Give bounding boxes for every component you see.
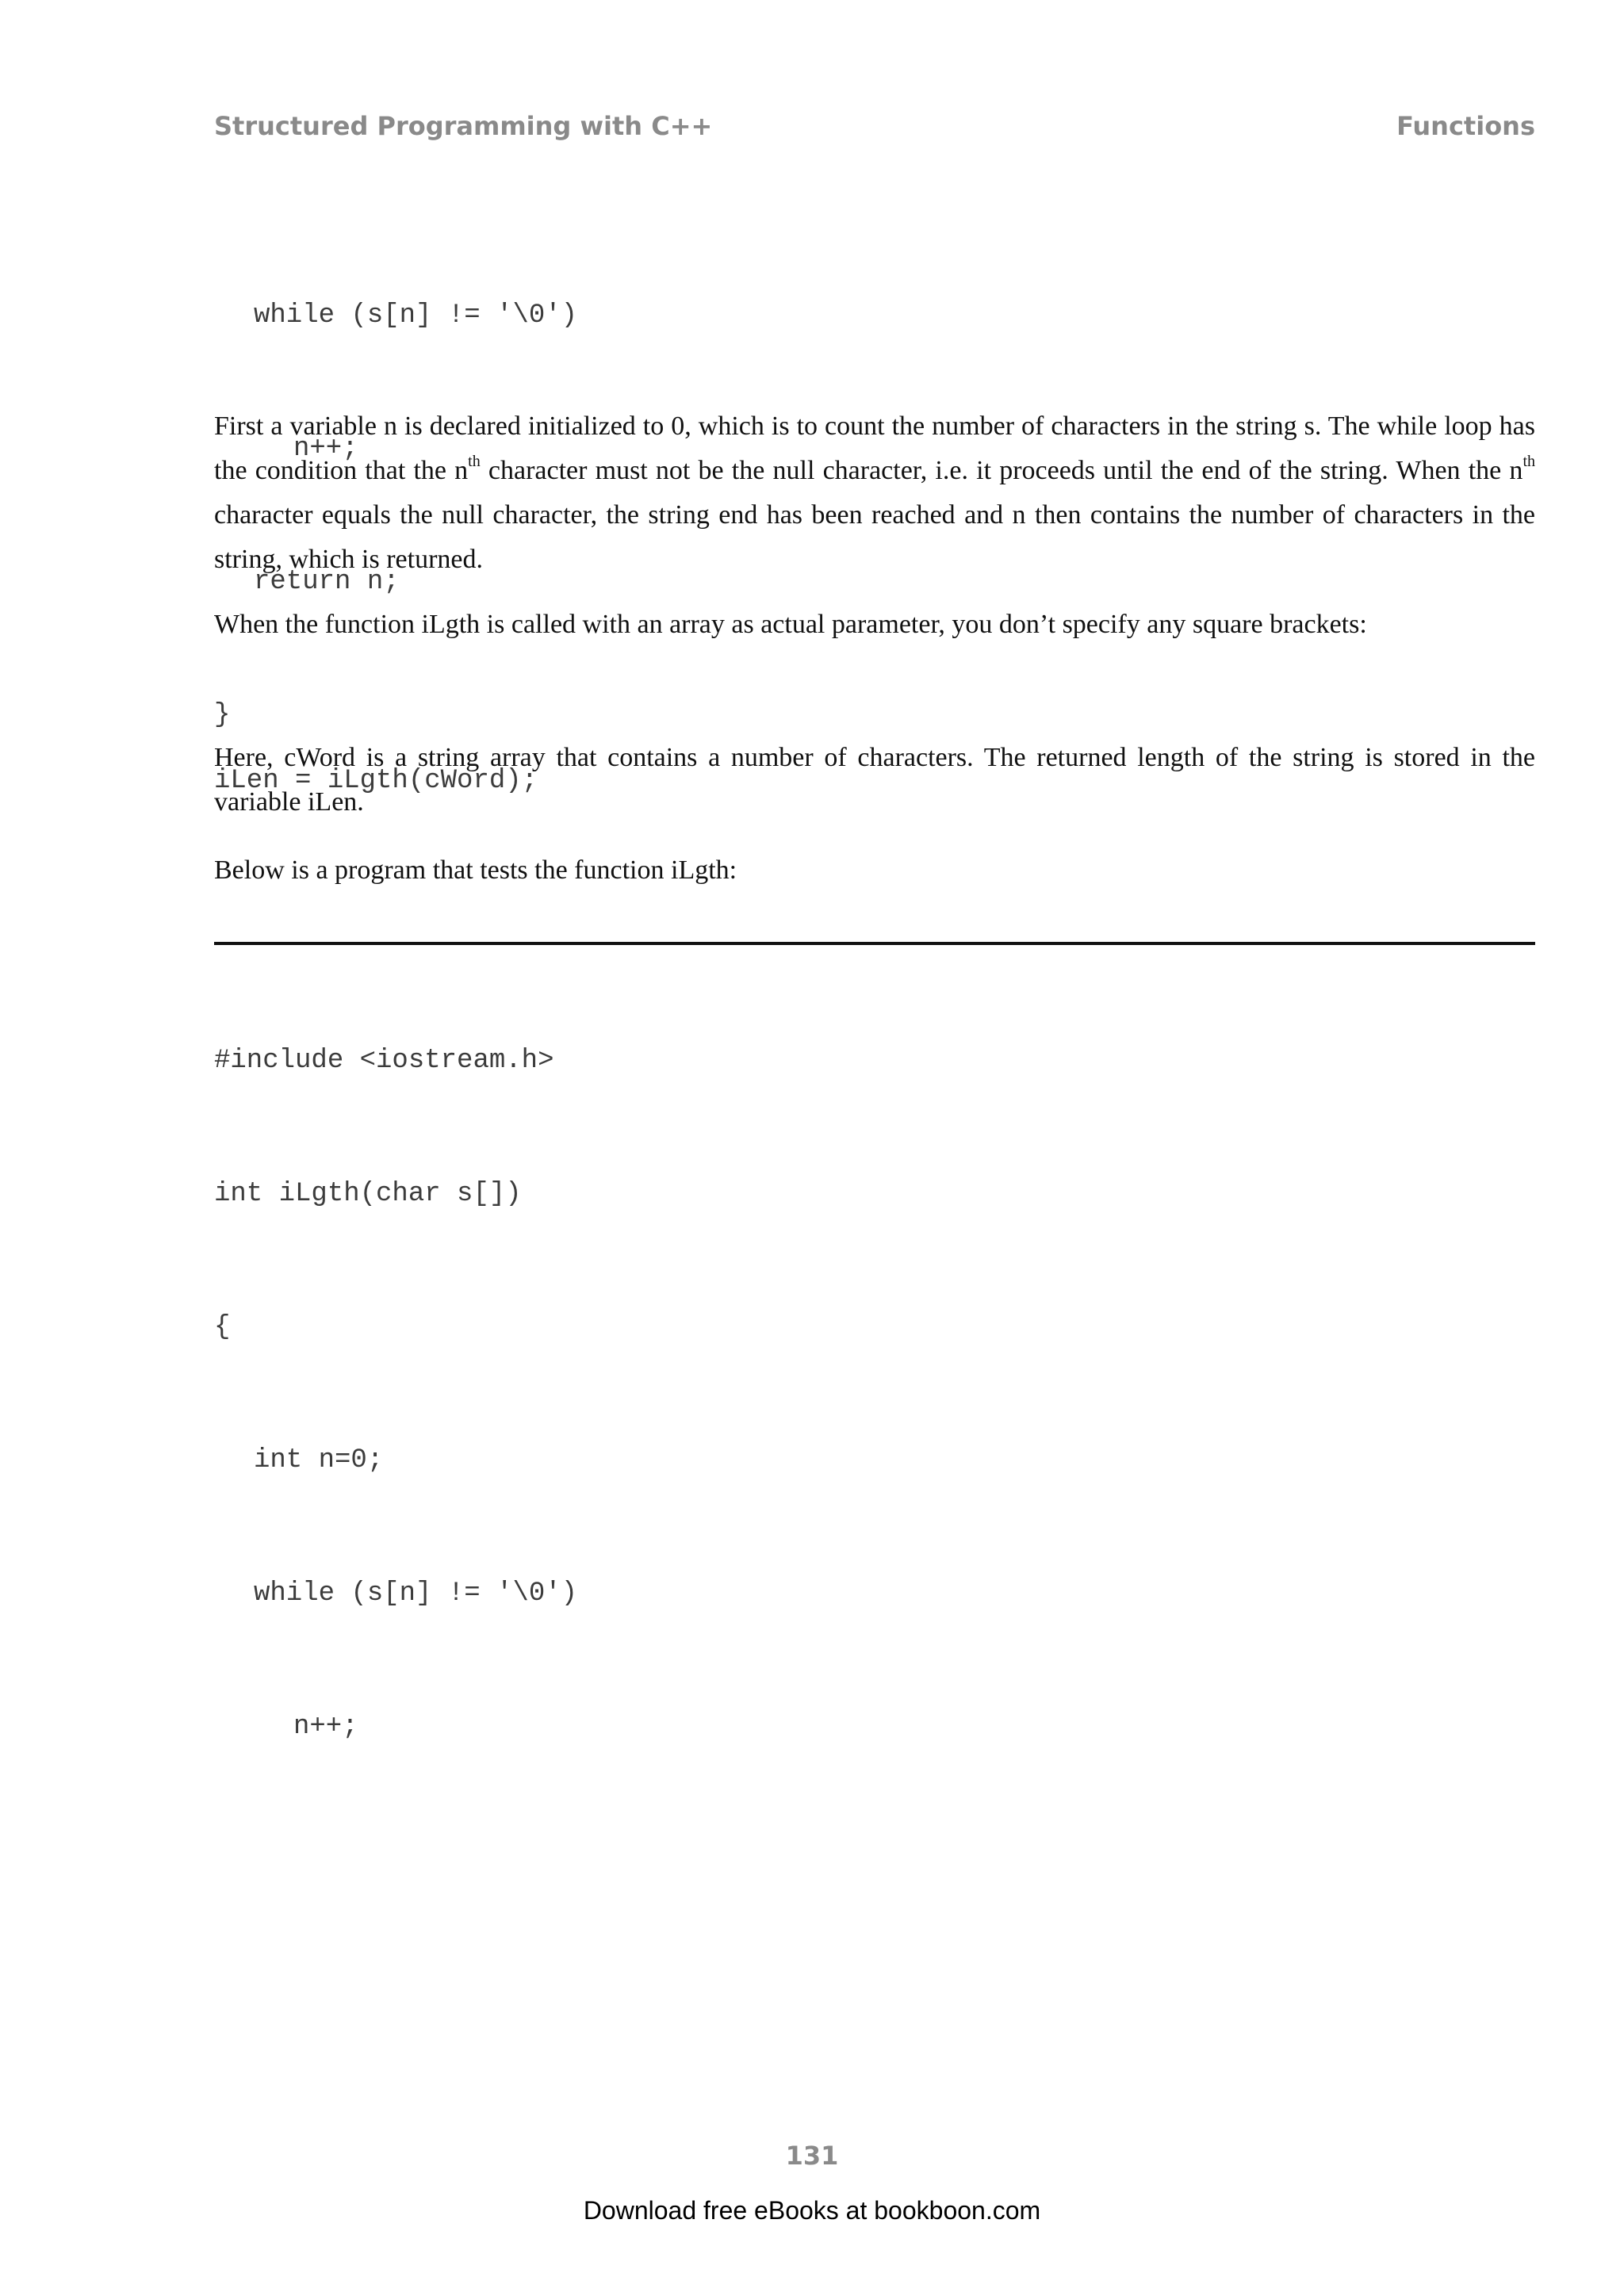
- code-divider: [214, 942, 1535, 945]
- paragraph-call: [214, 603, 1535, 647]
- paragraph-text: character must not be the null character, i.e. it proceeds until the end of the string. When the n: [480, 456, 1523, 485]
- code-line: while (s[n] != '\0'): [254, 1578, 578, 1609]
- code-line: int iLgth(char s[]): [214, 1179, 522, 1209]
- footer-link[interactable]: bookboon.com: [874, 2196, 1041, 2225]
- paragraph-text: character equals the null character, the string end has been reached and n then contains the number of characters in the string, which is returned.: [214, 500, 1535, 574]
- superscript: th: [468, 452, 481, 470]
- code-line: int n=0;: [254, 1445, 384, 1475]
- paragraph-program-intro: [214, 848, 1535, 893]
- code-line: n++;: [293, 1712, 358, 1742]
- running-header: [214, 111, 1535, 151]
- paragraph-explanation: [214, 404, 1535, 582]
- code-line: #include <iostream.h>: [214, 1046, 554, 1076]
- code-block-program: [214, 950, 577, 1793]
- paragraph-cword: [214, 736, 1535, 825]
- code-line: while (s[n] != '\0'): [254, 300, 578, 331]
- paragraph-text: First a variable n is declared initialized to 0, which is to count the number of characters in the string s. The while loop has the condition that the n: [214, 411, 1535, 485]
- paragraph-text: Below is a program that tests the function iLgth:: [214, 855, 737, 885]
- footer: [0, 2196, 1624, 2225]
- book-title: Structured Programming with C++: [214, 111, 713, 141]
- code-line: iLen = iLgth(cWord);: [214, 766, 538, 796]
- code-line: return n;: [254, 567, 400, 597]
- code-line: {: [214, 1312, 231, 1342]
- footer-text: Download free eBooks at: [583, 2196, 875, 2225]
- code-line: }: [214, 700, 231, 730]
- paragraph-text: Here, cWord is a string array that contains a number of characters. The returned length of the string is stored in the variable iLen.: [214, 743, 1535, 817]
- code-line: n++;: [293, 434, 358, 464]
- superscript: th: [1522, 452, 1535, 470]
- page-number: 131: [785, 2141, 839, 2171]
- paragraph-text: When the function iLgth is called with an array as actual parameter, you don’t specify any square brackets:: [214, 610, 1367, 639]
- chapter-title: Functions: [1396, 111, 1535, 141]
